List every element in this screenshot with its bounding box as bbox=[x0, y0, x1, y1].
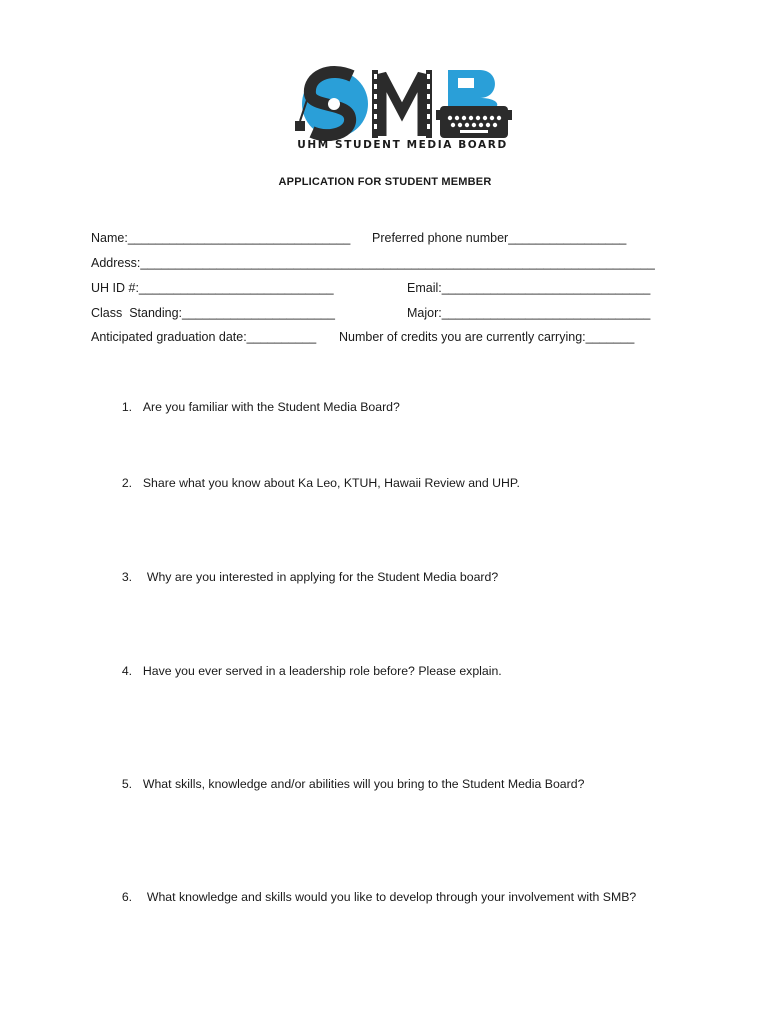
name-field[interactable]: Name:________________________________ bbox=[91, 231, 351, 245]
document-title: APPLICATION FOR STUDENT MEMBER bbox=[278, 176, 492, 188]
question-4 bbox=[115, 650, 502, 678]
major-field[interactable]: Major:______________________________ bbox=[407, 306, 651, 320]
question-text: Are you familiar with the Student Media Board? bbox=[142, 400, 400, 414]
email-field[interactable]: Email:______________________________ bbox=[407, 281, 651, 295]
question-1 bbox=[115, 386, 400, 414]
question-number: 4. bbox=[121, 664, 133, 678]
graduation-date-field[interactable]: Anticipated graduation date:__________ bbox=[91, 330, 317, 344]
question-6 bbox=[115, 876, 636, 904]
uh-id-field[interactable]: UH ID #:____________________________ bbox=[91, 281, 334, 295]
org-name: UHM STUDENT MEDIA BOARD bbox=[297, 139, 508, 151]
question-number: 1. bbox=[121, 400, 133, 414]
address-field[interactable]: Address:__________________________________________________________________________ bbox=[91, 256, 655, 270]
class-standing-field[interactable]: Class Standing:______________________ bbox=[91, 306, 335, 320]
question-2 bbox=[115, 462, 520, 490]
question-text: Share what you know about Ka Leo, KTUH, Hawaii Review and UHP. bbox=[142, 476, 520, 490]
smb-logo-icon bbox=[290, 66, 515, 141]
question-5 bbox=[115, 763, 584, 791]
question-number: 3. bbox=[121, 570, 133, 584]
question-text: What skills, knowledge and/or abilities will you bring to the Student Media Board? bbox=[142, 777, 585, 791]
question-number: 2. bbox=[121, 476, 133, 490]
question-text: Why are you interested in applying for the Student Media board? bbox=[146, 570, 499, 584]
question-3 bbox=[115, 556, 498, 584]
credits-field[interactable]: Number of credits you are currently carrying:_______ bbox=[339, 330, 635, 344]
question-text: Have you ever served in a leadership role before? Please explain. bbox=[142, 664, 502, 678]
question-number: 6. bbox=[121, 890, 133, 904]
phone-field[interactable]: Preferred phone number_________________ bbox=[372, 231, 627, 245]
question-number: 5. bbox=[121, 777, 133, 791]
question-text: What knowledge and skills would you like to develop through your involvement with SMB? bbox=[146, 890, 637, 904]
